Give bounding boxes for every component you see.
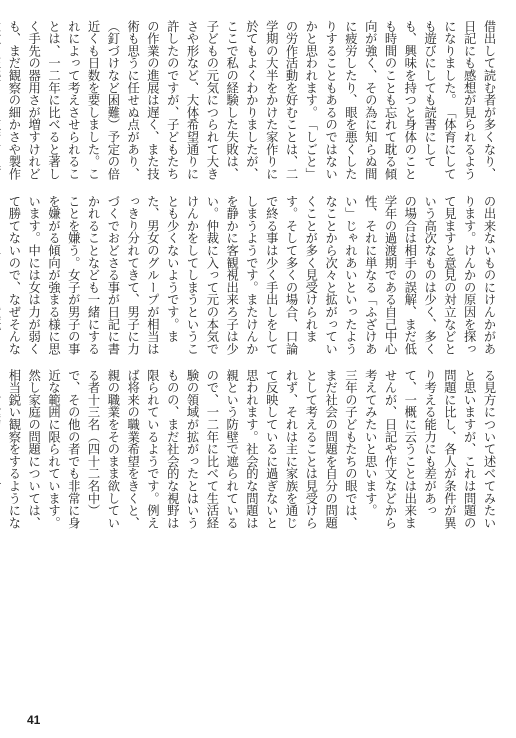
- band-1-text: 借出して読む者が多くなり、日記にも感想が見られるようになりました。 「体育にしても遊びにしても読書にしても、興味を持つと身体のことも時間のことも忘れて耽る傾向が強く、その為に知らぬ間に疲労したり、眼を悪くしたりすることもあるのではないかと思われます。 「しごと」の労作活動を好むことは、二学期の大半をかけた家作りに於てもよくわかりましたが、ここで私の経験した失敗は、子どもの元気につられて大きさや形など、大体希望通りに許したのですが、子どもたちの作業の進展は遅く、また技術も思うに任せぬ点があり、（釘づけなど困難）予定の倍近くも日数を要しました。これによって考えさせられることは、一二年に比べると著しく手先の器用さが増すけれども、まだ観察の細かさや製作: [6, 20, 496, 180]
- band-2-text: の出来ないものにけんかがあります。けんかの原因を探って見ますと意見の対立などという高次なものは少く、多くの場合は相手の誤解、まだ低学年の過渡期である自己中心性、それに単なる「ふざけあい」じゃれあいといったようなことから次々と拡がっていくことが多く見受けられます。そして多くの場合、口論で終る事は少く手出しをしてしまうようです。またけんかを静かに客観視出来ろ子は少い。仲裁に入って元の本気でけんかをしてしまうということも少くないようです。また、男女のグループが相当はっきり分れてきて、男子に力づくでおどさる事が日記に書かれることなども一緒にすることを嫌う。女子が男子の事を嫌がる傾向が強まる様に思います。中には女は力が弱くて勝てないので、なぜそんな: [6, 195, 496, 355]
- text-band-3: [6, 369, 498, 531]
- page-number: 41: [27, 713, 41, 727]
- text-band-1: [6, 20, 498, 182]
- text-band-2: [6, 195, 498, 357]
- band-3-text: る見方について述べてみたいと思いますが、これは問題の問題に比し、各人が条件が異り考える能力にも差があって、一概に云うことは出来ませんが、日記や作文などから考えてみたいと思います。 三年の子どもたちの眼では、まだ社会の問題を自分の問題として考えることは見受けられず、それは主に家族を通じて反映しているに過ぎないと思われます。社会的な問題は親という防壁で遮られているので、一二年に比べて生活経験の領域が拡がったとはいうものの、まだ社会的な視野は限られているようです。例えば将来の職業希望をきくと、親の職業をそのまま欲している者十三名（四十二名中）で、その他の者でも非常に身近な範囲に限られています。 然し家庭の問題については、相当鋭い観察をするようにな: [6, 369, 496, 529]
